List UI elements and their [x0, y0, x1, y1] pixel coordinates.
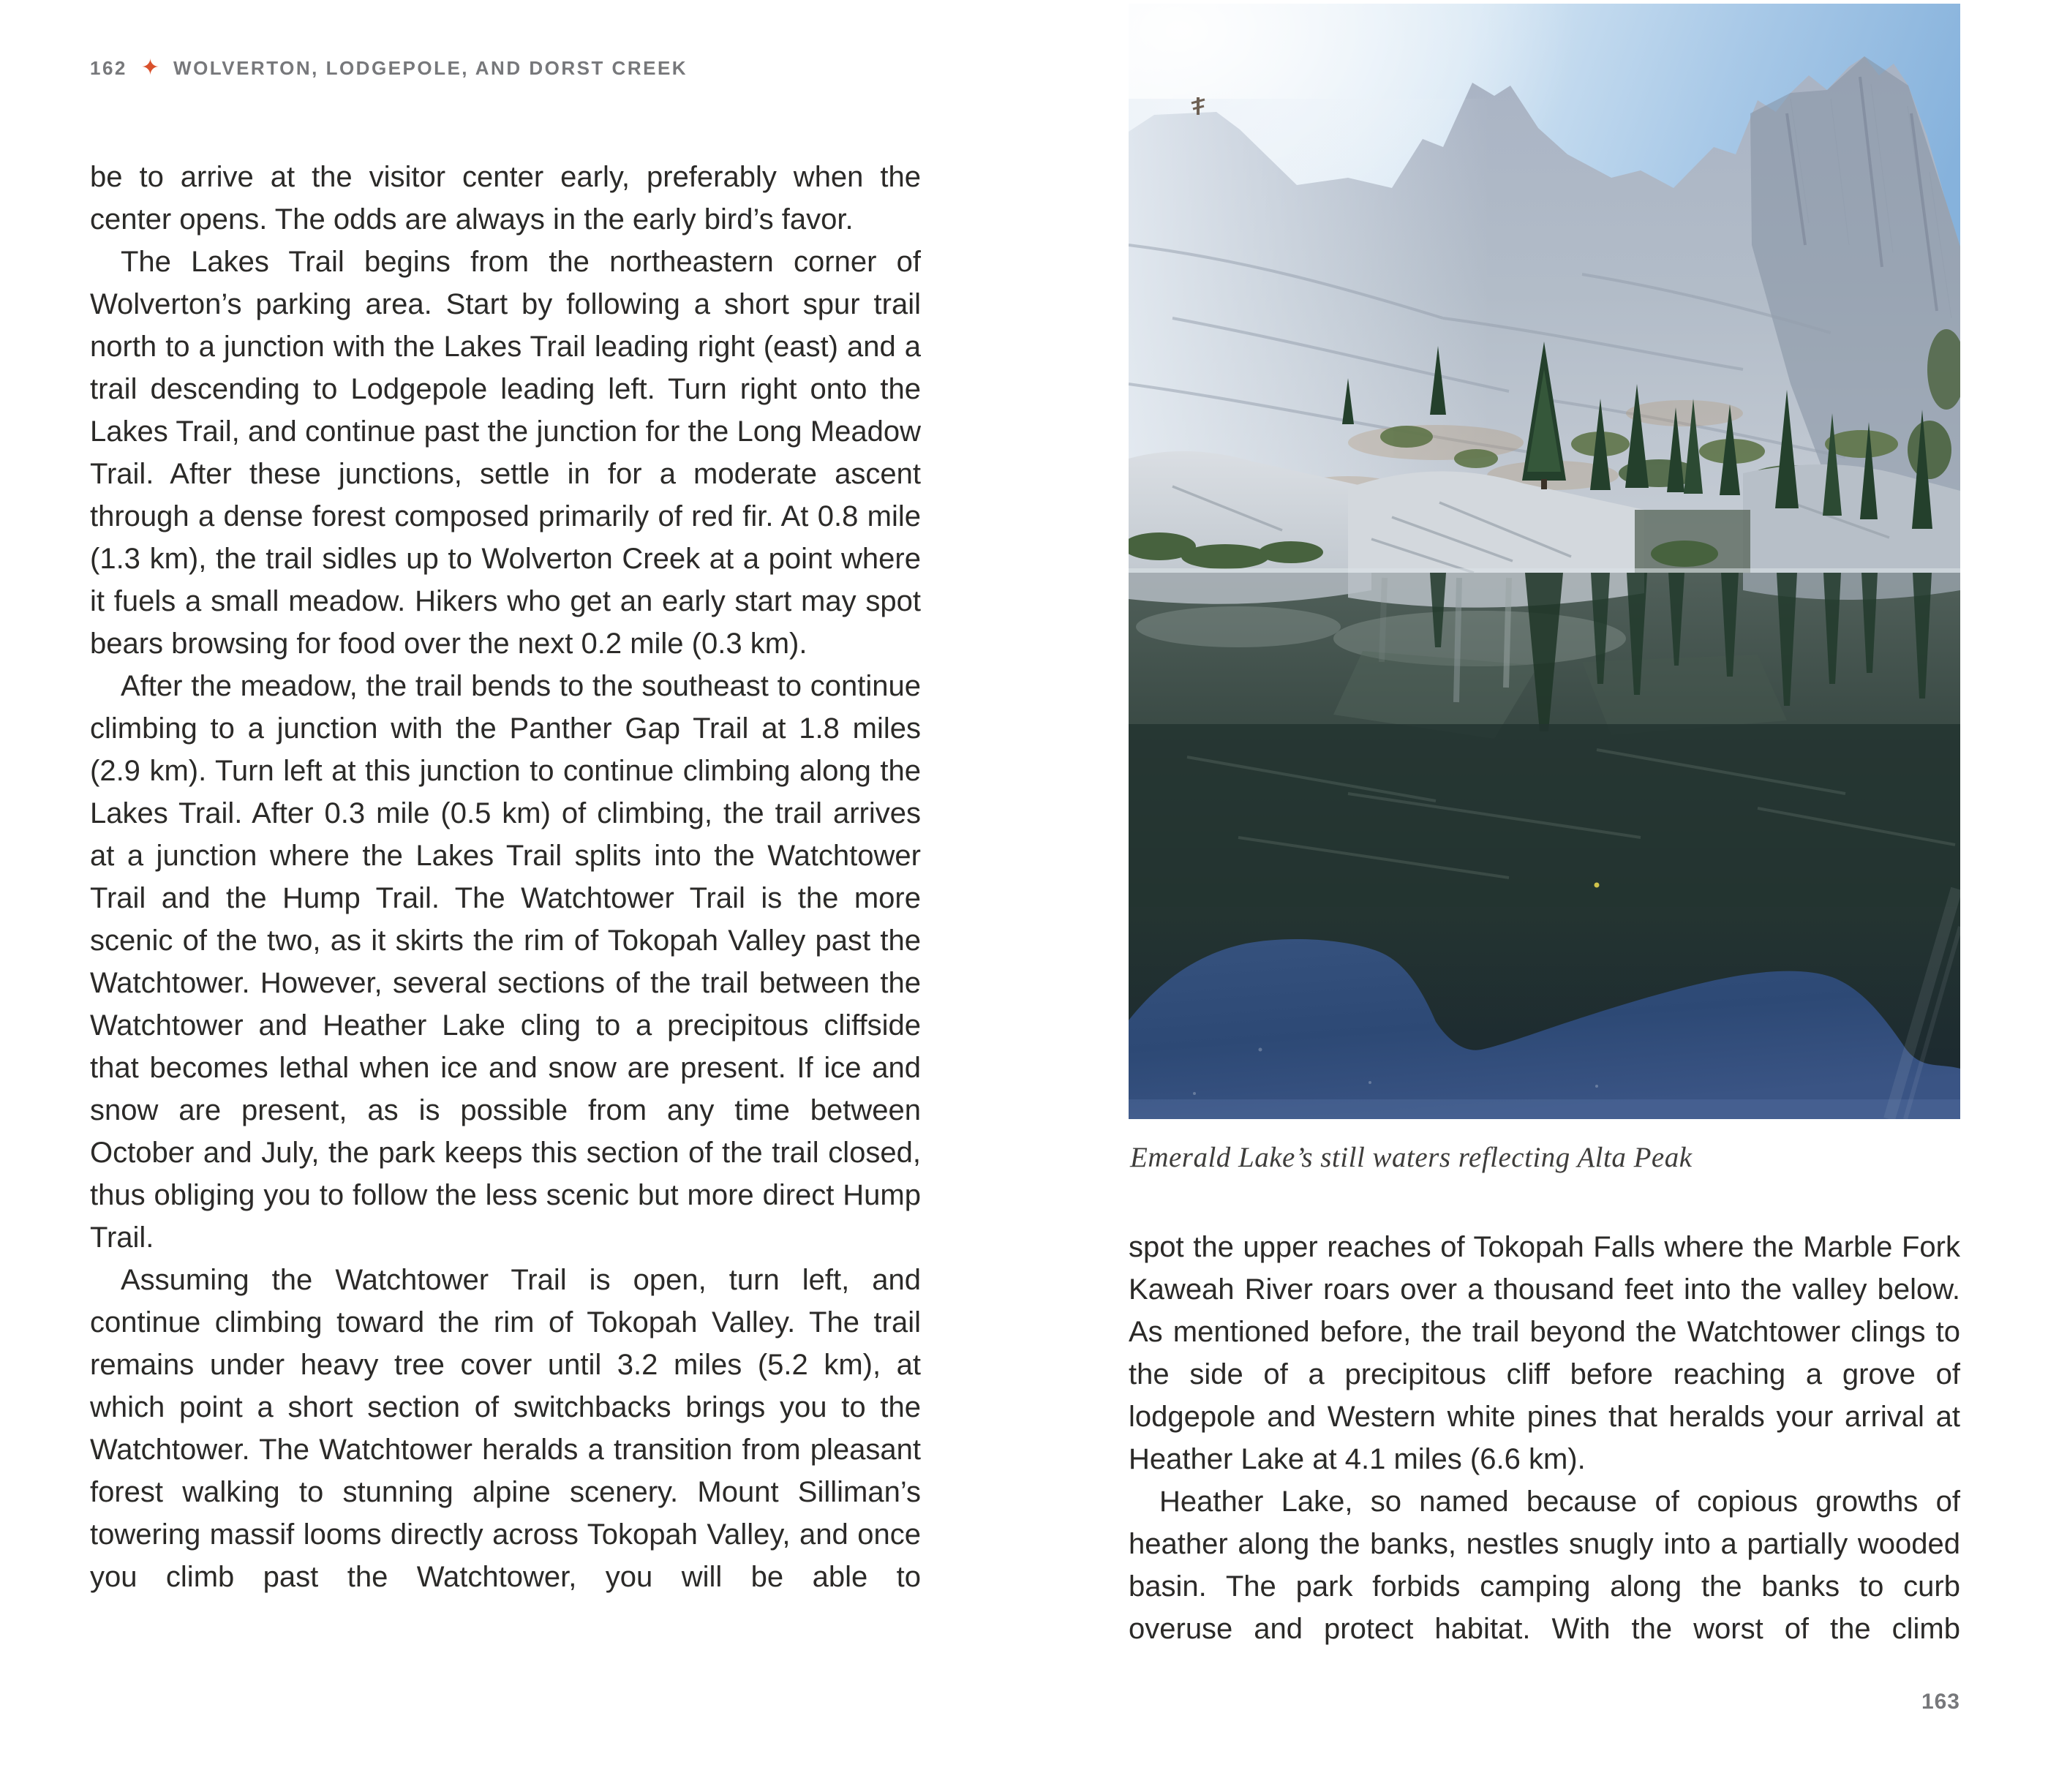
- lake-photo: [1129, 4, 1960, 1119]
- diamond-icon: ✦: [140, 54, 160, 80]
- body-paragraph: After the meadow, the trail bends to the southeast to continue climbing to a junction with the Panther Gap Trail at 1.8 miles (2.9 km). Turn left at this junction to continue climbing along the Lakes Trail. After 0.3 mile (0.5 km) of climbing, the trail arrives at a junction where the Lakes Trail splits into the Watchtower Trail and the Hump Trail. The Watchtower Trail is the more scenic of the two, as it skirts the rim of Tokopah Valley past the Watchtower. However, several sections of the trail between the Watchtower and Heather Lake cling to a precipitous cliffside that becomes lethal when ice and snow are present. If ice and snow are present, as is possible from any time between October and July, the park keeps this section of the trail closed, thus obliging you to follow the less scenic but more direct Hump Trail.: [90, 670, 921, 1254]
- body-paragraph: be to arrive at the visitor center early, preferably when the center opens. The odds are always in the early bird’s favor.: [90, 161, 921, 236]
- body-paragraph: The Lakes Trail begins from the northeastern corner of Wolverton’s parking area. Start by following a short spur trail north to a junction with the Lakes Trail leading right (east) and a trail descending to Lodgepole leading left. Turn right onto the Lakes Trail, and continue past the junction for the Long Meadow Trail. After these junctions, settle in for a moderate ascent through a dense forest composed primarily of red fir. At 0.8 mile (1.3 km), the trail sidles up to Wolverton Creek at a point where it fuels a small meadow. Hikers who get an early start may spot bears browsing for food over the next 0.2 mile (0.3 km).: [90, 246, 921, 660]
- folio-left: 162: [90, 57, 127, 79]
- right-text-column: [1129, 1226, 1960, 1650]
- running-header: [90, 54, 688, 80]
- lake-reflection: [1129, 573, 1960, 1119]
- running-title: WOLVERTON, LODGEPOLE, AND DORST CREEK: [173, 57, 688, 79]
- waterline: [1129, 568, 1960, 573]
- lake-photo-figure: [1129, 4, 1960, 1174]
- photo-caption: Emerald Lake’s still waters reflecting Alta Peak: [1130, 1142, 1693, 1173]
- body-paragraph: spot the upper reaches of Tokopah Falls where the Marble Fork Kaweah River roars over a thousand feet into the valley below. As mentioned before, the trail beyond the Watchtower clings to the side of a precipitous cliff before reaching a grove of lodgepole and Western white pines that heralds your arrival at Heather Lake at 4.1 miles (6.6 km).: [1129, 1231, 1960, 1475]
- folio-right: 163: [1921, 1690, 1960, 1714]
- body-paragraph: Heather Lake, so named because of copious growths of heather along the banks, nestles snugly into a partially wooded basin. The park forbids camping along the banks to curb overuse and protect habitat. With the worst of the climb: [1129, 1486, 1960, 1645]
- left-text-column: [90, 156, 921, 1598]
- body-paragraph: Assuming the Watchtower Trail is open, turn left, and continue climbing toward the rim of Tokopah Valley. The trail remains under heavy tree cover until 3.2 miles (5.2 km), at which point a short section of switchbacks brings you to the Watchtower. The Watchtower heralds a transition from pleasant forest walking to stunning alpine scenery. Mount Silliman’s towering massif looms directly across Tokopah Valley, and once you climb past the Watchtower, you will be able to: [90, 1264, 921, 1593]
- alta-peak-ridge: [1129, 56, 1960, 581]
